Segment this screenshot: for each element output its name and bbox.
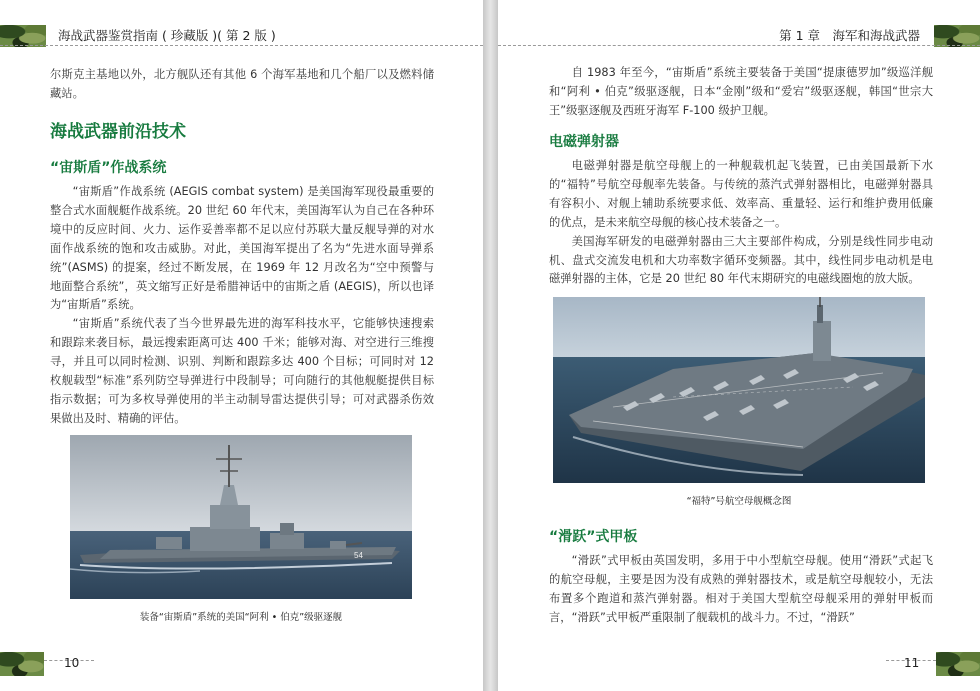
right-page bbox=[498, 0, 980, 691]
carrier-photo-caption: “福特”号航空母舰概念图 bbox=[686, 496, 792, 507]
intro-text: 尔斯克主基地以外，北方舰队还有其他 6 个海军基地和几个船厂以及燃料储藏站。 bbox=[50, 68, 434, 100]
subsection-title: “宙斯盾”作战系统 bbox=[50, 160, 167, 176]
body-text-emals bbox=[549, 157, 933, 289]
header-divider bbox=[498, 45, 980, 46]
body-text-aegis-deployment bbox=[549, 64, 933, 121]
section-ski-jump-title: “滑跃”式甲板 bbox=[549, 529, 638, 545]
left-page bbox=[0, 0, 483, 691]
destroyer-illustration bbox=[70, 435, 412, 599]
book-spine bbox=[483, 0, 498, 691]
carrier-photo bbox=[553, 297, 925, 483]
section-title: 海战武器前沿技术 bbox=[50, 122, 186, 142]
body-text-ski-jump bbox=[549, 552, 933, 628]
intro-paragraph bbox=[50, 66, 434, 104]
section-emals-title: 电磁弹射器 bbox=[549, 134, 619, 150]
camouflage-footer-icon bbox=[936, 652, 980, 676]
hull-number: 54 bbox=[354, 551, 363, 560]
destroyer-photo-caption: 装备“宙斯盾”系统的美国“阿利 • 伯克”级驱逐舰 bbox=[139, 612, 343, 623]
paragraph-emals-intro: 电磁弹射器是航空母舰上的一种舰载机起飞装置，已由美国最新下水的“福特”号航空母舰率先装备。与传统的蒸汽式弹射器相比，电磁弹射器具有容积小、对舰上辅助系统要求低、效率高、重量轻、运行和维护费用低廉的优点，是未来航空母舰的核心技术装备之一。 bbox=[549, 159, 933, 229]
destroyer-photo bbox=[70, 435, 412, 599]
paragraph-ski-jump: “滑跃”式甲板由英国发明，多用于中小型航空母舰。使用“滑跃”式起飞的航空母舰，主要是因为没有成熟的弹射器技术，或是航空母舰较小，无法布置多个跑道和蒸汽弹射器。相对于美国大型航空母舰采用的弹射甲板而言，“滑跃”式甲板严重限制了舰载机的战斗力。不过，“滑跃” bbox=[549, 554, 933, 624]
carrier-illustration bbox=[553, 297, 925, 483]
paragraph-aegis-intro: “宙斯盾”作战系统 (AEGIS combat system) 是美国海军现役最重要的整合式水面舰艇作战系统。20 世纪 60 年代末，美国海军认为自己在各种环境中的反应时间、火力、运作妥善率都不足以应付苏联大量反舰导弹的对水面作战系统的饱和攻击威胁。对此，美国海军提出了名为“先进水面导弹系统”(ASMS) 的提案，经过不断发展，在 1969 年 12 月改名为“空中预警与地面整合系统”，英文缩写正好是希腊神话中的宙斯之盾 (AEGIS)，所以也译为“宙斯盾”系统。 bbox=[50, 185, 434, 312]
paragraph-emals-components: 美国海军研发的电磁弹射器由三大主要部件构成，分别是线性同步电动机、盘式交流发电机和大功率数字循环变频器。其中，线性同步电动机是电磁弹射器的主体，它是 20 世纪 80 年代末期研究的电磁线圈炮的放大版。 bbox=[549, 234, 933, 286]
camouflage-footer-icon bbox=[0, 652, 44, 676]
header-divider bbox=[0, 45, 483, 46]
camouflage-header-icon bbox=[0, 25, 46, 47]
page-number-right: 11 bbox=[904, 656, 920, 670]
chapter-header: 第 1 章 海军和海战武器 bbox=[779, 28, 920, 43]
book-header-title: 海战武器鉴赏指南 ( 珍藏版 )( 第 2 版 ) bbox=[58, 28, 276, 43]
camouflage-header-icon bbox=[934, 25, 980, 47]
paragraph-aegis-deployment: 自 1983 年至今，“宙斯盾”系统主要装备于美国“提康德罗加”级巡洋舰和“阿利 • 伯克”级驱逐舰，日本“金刚”级和“爱宕”级驱逐舰，韩国“世宗大王”级驱逐舰及西班牙海军 F-100 级护卫舰。 bbox=[549, 66, 933, 117]
body-text-block bbox=[50, 183, 434, 429]
paragraph-aegis-capability: “宙斯盾”系统代表了当今世界最先进的海军科技水平，它能够快速搜索和跟踪来袭目标，最远搜索距离可达 400 千米；能够对海、对空进行三维搜寻，并且可以同时检测、识别、判断和跟踪多达 400 个目标；可同时对 12 枚舰载型“标准”系列防空导弹进行中段制导；可向随行的其他舰艇提供目标指示数据；可为多枚导弹使用的半主动制导雷达提供引导；可对武器杀伤效果做出及时、精确的评估。 bbox=[50, 317, 434, 425]
page-number-left: 10 bbox=[64, 656, 80, 670]
